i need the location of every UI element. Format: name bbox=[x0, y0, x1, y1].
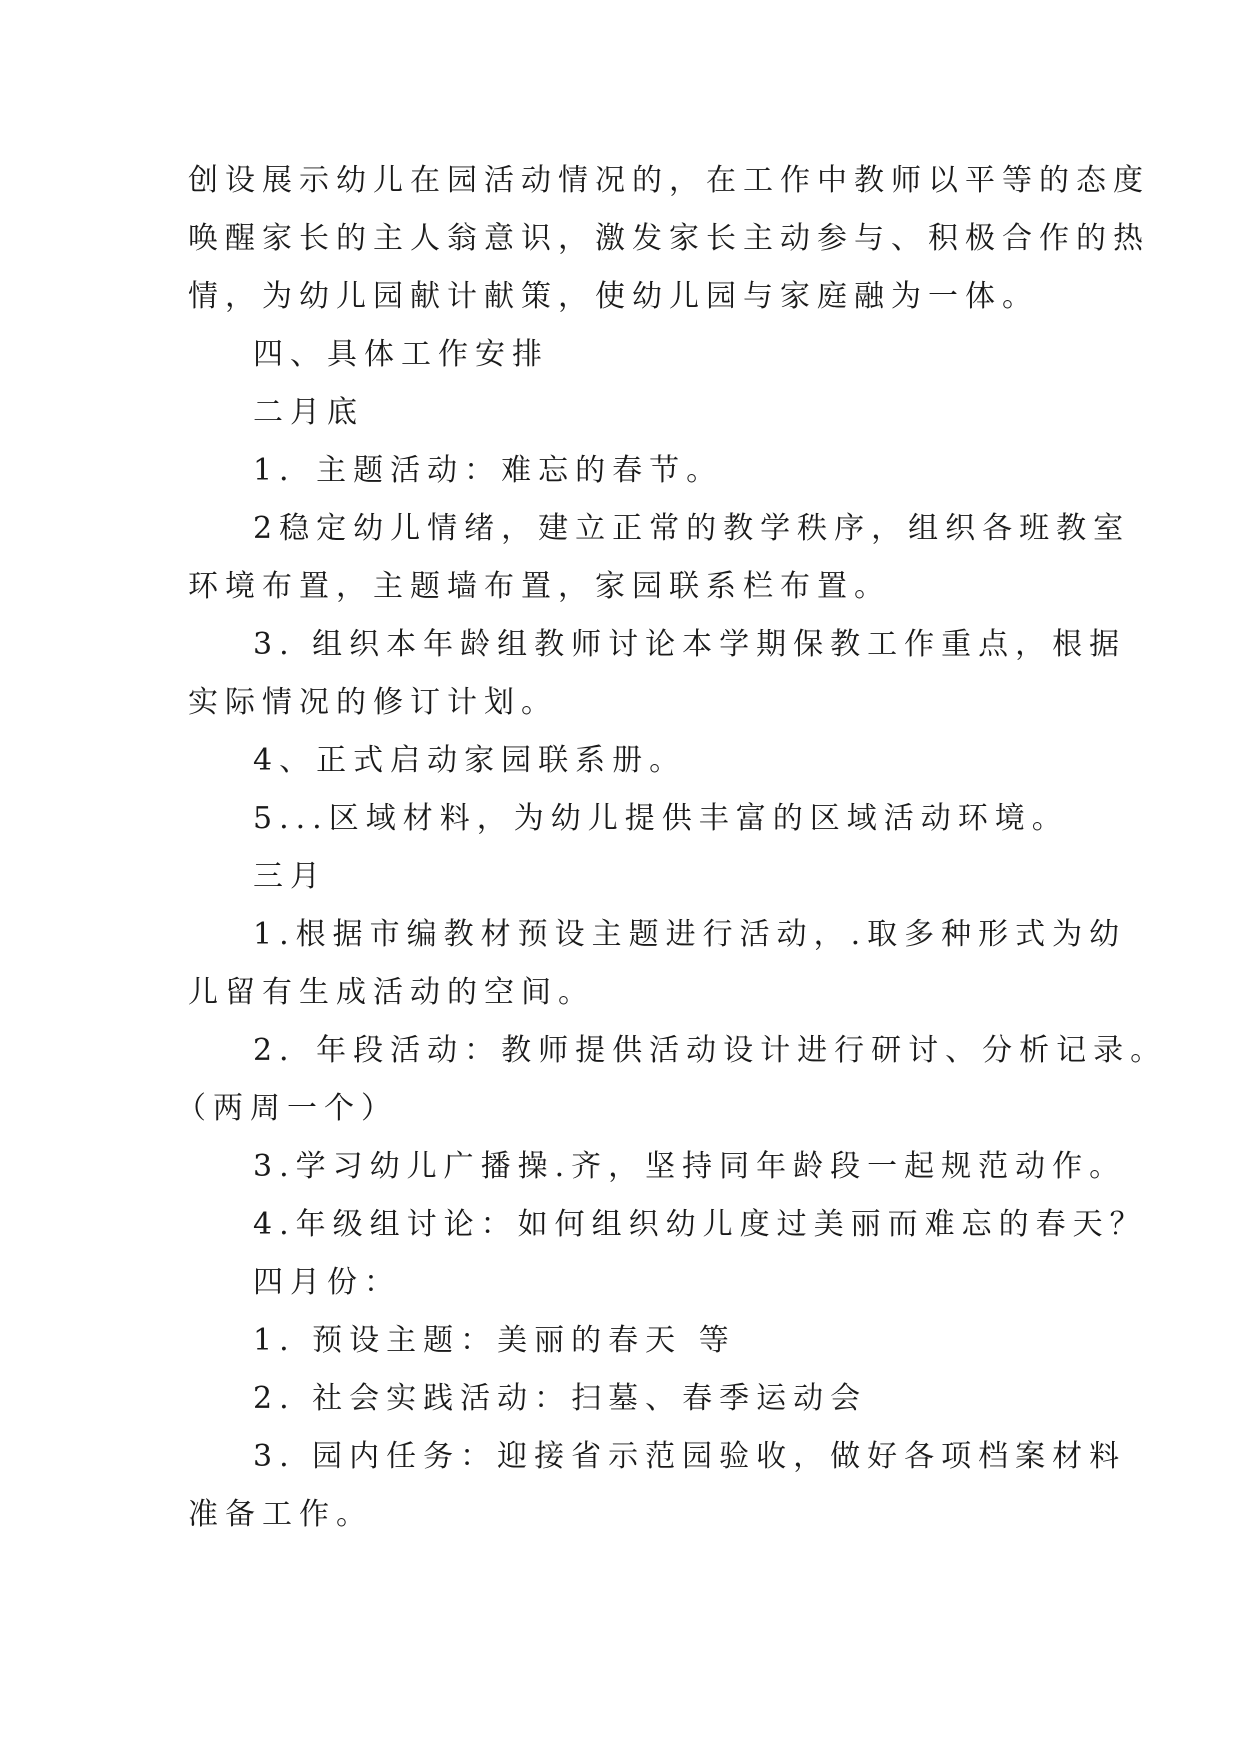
paragraph-line: 创设展示幼儿在园活动情况的，在工作中教师以平等的态度 bbox=[188, 163, 1150, 198]
list-item: 3.学习幼儿广播操.齐，坚持同年龄段一起规范动作。 bbox=[253, 1149, 1127, 1184]
list-item-continuation: （两周一个） bbox=[176, 1091, 398, 1126]
list-item-continuation: 实际情况的修订计划。 bbox=[188, 685, 558, 720]
list-item: 4.年级组讨论：如何组织幼儿度过美丽而难忘的春天？ bbox=[253, 1207, 1147, 1242]
section-heading: 四、具体工作安排 bbox=[253, 337, 549, 372]
month-heading: 三月 bbox=[253, 859, 327, 894]
list-item-continuation: 环境布置，主题墙布置，家园联系栏布置。 bbox=[188, 569, 891, 604]
list-item: 1.根据市编教材预设主题进行活动，.取多种形式为幼 bbox=[253, 917, 1127, 952]
list-item: 2. 社会实践活动：扫墓、春季运动会 bbox=[253, 1381, 868, 1416]
month-heading: 四月份： bbox=[253, 1265, 401, 1300]
list-item: 1．主题活动：难忘的春节。 bbox=[253, 453, 724, 488]
list-item: 3. 园内任务：迎接省示范园验收，做好各项档案材料 bbox=[253, 1439, 1127, 1474]
list-item-continuation: 准备工作。 bbox=[188, 1497, 373, 1532]
list-item: 3. 组织本年龄组教师讨论本学期保教工作重点，根据 bbox=[253, 627, 1127, 662]
list-item: 5...区域材料，为幼儿提供丰富的区域活动环境。 bbox=[253, 801, 1069, 836]
list-item-continuation: 儿留有生成活动的空间。 bbox=[188, 975, 595, 1010]
document-body bbox=[176, 160, 1168, 1552]
paragraph-line: 唤醒家长的主人翁意识，激发家长主动参与、积极合作的热 bbox=[188, 221, 1150, 256]
month-heading: 二月底 bbox=[253, 395, 364, 430]
paragraph-line: 情，为幼儿园献计献策，使幼儿园与家庭融为一体。 bbox=[188, 279, 1039, 314]
list-item: 1. 预设主题：美丽的春天 等 bbox=[253, 1323, 736, 1358]
list-item: 4、正式启动家园联系册。 bbox=[253, 743, 687, 778]
list-item: 2．年段活动：教师提供活动设计进行研讨、分析记录。 bbox=[253, 1033, 1168, 1068]
list-item: 2稳定幼儿情绪，建立正常的教学秩序，组织各班教室 bbox=[253, 511, 1131, 546]
